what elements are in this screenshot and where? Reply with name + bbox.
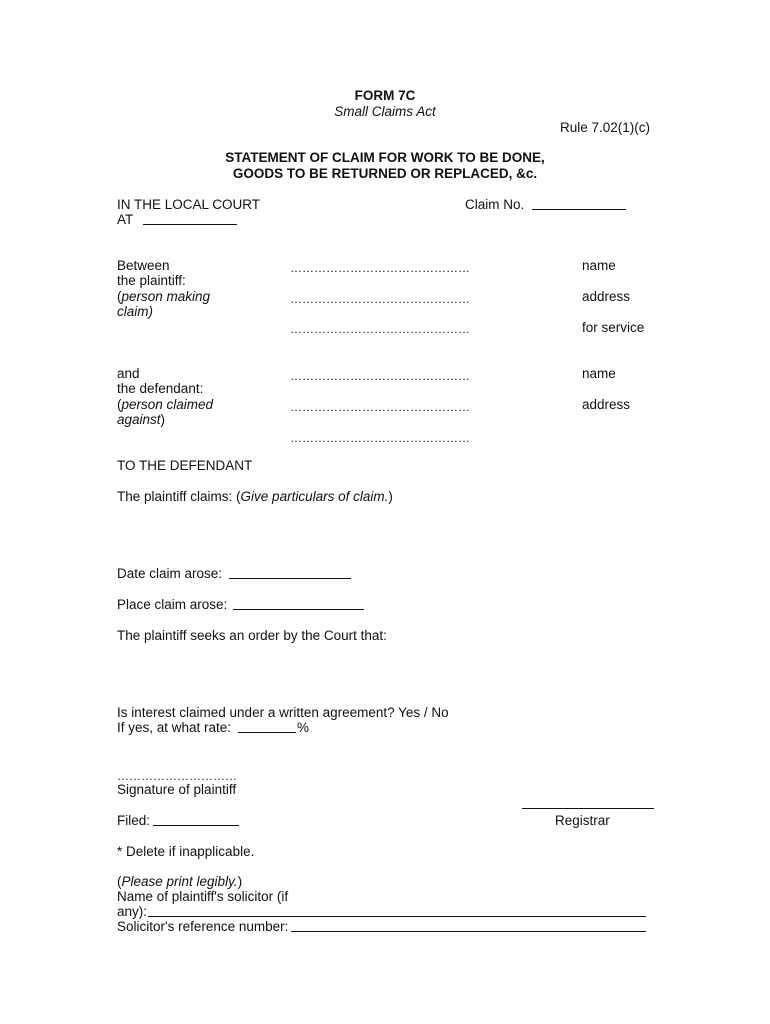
- form-number: FORM 7C: [354, 88, 416, 103]
- act-name: Small Claims Act: [334, 104, 436, 119]
- defendant-address-label: address: [582, 397, 631, 412]
- plaintiff-note: (person making: [117, 289, 211, 304]
- seeks-order-label: The plaintiff seeks an order by the Court that:: [117, 628, 387, 643]
- registrar-signature-line[interactable]: [522, 808, 654, 809]
- signature-label: Signature of plaintiff: [117, 782, 237, 797]
- plaintiff-name-dots[interactable]: ………………………………………: [290, 261, 470, 275]
- plaintiff-address-dots[interactable]: ………………………………………: [290, 292, 470, 306]
- solicitor-name-field[interactable]: [148, 916, 646, 917]
- solicitor-name-label: Name of plaintiff's solicitor (if: [117, 889, 289, 904]
- claim-no-field[interactable]: [532, 209, 626, 210]
- solicitor-name-label-2: any):: [117, 904, 148, 919]
- local-court-label: IN THE LOCAL COURT: [117, 197, 261, 212]
- signature-dots[interactable]: …………………………: [117, 769, 237, 783]
- defendant-note-line2: against): [117, 412, 166, 427]
- court-at-field[interactable]: [143, 224, 237, 225]
- date-claim-arose-field[interactable]: [229, 578, 351, 579]
- claim-no-label: Claim No.: [465, 197, 525, 212]
- defendant-label: the defendant:: [117, 381, 204, 396]
- between-label: Between: [117, 258, 170, 273]
- place-claim-arose-field[interactable]: [233, 609, 364, 610]
- title-line-1: STATEMENT OF CLAIM FOR WORK TO BE DONE,: [225, 150, 545, 165]
- title-line-2: GOODS TO BE RETURNED OR REPLACED, &c.: [232, 166, 538, 181]
- plaintiff-address-label: address: [582, 289, 631, 304]
- filed-field[interactable]: [153, 825, 239, 826]
- interest-rate-percent: %: [297, 720, 310, 735]
- court-at-label: AT: [117, 212, 134, 227]
- interest-rate-field[interactable]: [238, 732, 296, 733]
- filed-label: Filed:: [117, 813, 151, 828]
- defendant-address-dots[interactable]: ………………………………………: [290, 400, 470, 414]
- registrar-label: Registrar: [555, 813, 610, 828]
- defendant-name-dots[interactable]: ………………………………………: [290, 369, 470, 383]
- defendant-extra-dots[interactable]: ………………………………………: [290, 431, 470, 445]
- plaintiff-service-dots[interactable]: ………………………………………: [290, 322, 470, 336]
- solicitor-reference-label: Solicitor's reference number:: [117, 919, 289, 934]
- plaintiff-label: the plaintiff:: [117, 273, 186, 288]
- plaintiff-note-line2: claim): [117, 304, 153, 319]
- defendant-note: (person claimed: [117, 397, 214, 412]
- solicitor-reference-field[interactable]: [291, 931, 646, 932]
- delete-note: * Delete if inapplicable.: [117, 844, 255, 859]
- plaintiff-claims-line: The plaintiff claims: (Give particulars of claim.): [117, 489, 393, 504]
- to-defendant-heading: TO THE DEFENDANT: [117, 458, 253, 473]
- plaintiff-service-label: for service: [582, 320, 645, 335]
- and-label: and: [117, 366, 140, 381]
- interest-question: Is interest claimed under a written agreement? Yes / No: [117, 705, 449, 720]
- rule-reference: Rule 7.02(1)(c): [560, 120, 651, 135]
- plaintiff-name-label: name: [582, 258, 616, 273]
- print-legibly-note: (Please print legibly.): [117, 874, 243, 889]
- date-claim-arose-label: Date claim arose:: [117, 566, 223, 581]
- defendant-name-label: name: [582, 366, 616, 381]
- place-claim-arose-label: Place claim arose:: [117, 597, 228, 612]
- interest-rate-label: If yes, at what rate:: [117, 720, 232, 735]
